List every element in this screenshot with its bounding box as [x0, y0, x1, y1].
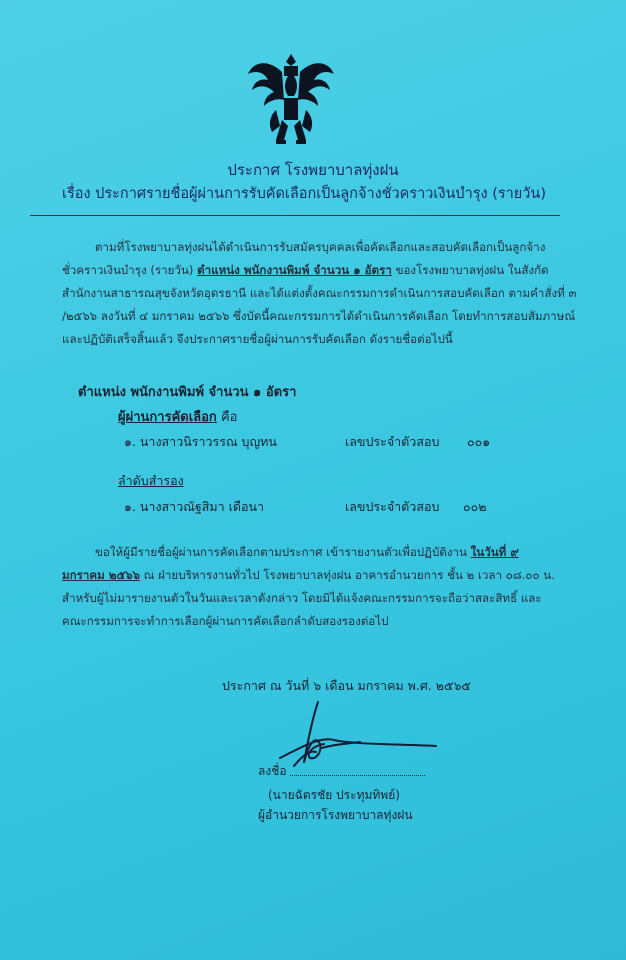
position-line: ตำแหน่ง พนักงานพิมพ์ จำนวน ๑ อัตรา — [78, 385, 297, 400]
body2-line4: คณะกรรมการจะทำการเลือกผู้ผ่านการคัดเลือกลำดับสองรองต่อไป — [62, 614, 389, 628]
signer-title: ผู้อำนวยการโรงพยาบาลทุ่งฝน — [258, 808, 413, 822]
body2-line1-a: ขอให้ผู้มีรายชื่อผู้ผ่านการคัดเลือกตามประกาศ เข้ารายงานตัวเพื่อปฏิบัติงาน — [95, 545, 471, 559]
alternate-id: ๐๐๒ — [463, 499, 487, 514]
alternate-name: ๑. นางสาวณัฐสิมา เดือนา — [124, 499, 265, 514]
alternate-heading: ลำดับสำรอง — [118, 473, 184, 488]
header-divider — [30, 215, 560, 216]
sign-label: ลงชื่อ — [258, 764, 287, 778]
body1-line3: สำนักงานสาธารณสุขจังหวัดอุดรธานี และได้แต่งตั้งคณะกรรมการดำเนินการสอบคัดเลือก ตามคำสั่งที่ ๓ — [62, 286, 577, 300]
selected-heading-suffix: คือ — [216, 410, 238, 425]
body1-line4: /๒๕๖๖ ลงวันที่ ๔ มกราคม ๒๕๖๖ ซึ่งบัดนี้คณะกรรมการได้ดำเนินการคัดเลือก โดยทำการสอบสัมภาษณ์ — [62, 309, 576, 323]
announce-date: ประกาศ ณ วันที่ ๖ เดือน มกราคม พ.ศ. ๒๕๖๕ — [222, 678, 471, 693]
announcement-subject: เรื่อง ประกาศรายชื่อผู้ผ่านการรับคัดเลือกเป็นลูกจ้างชั่วคราวเงินบำรุง (รายวัน) — [62, 186, 546, 202]
body1-line5: และปฏิบัติเสร็จสิ้นแล้ว จึงประกาศรายชื่อผู้ผ่านการรับคัดเลือก ดังรายชื่อต่อไปนี้ — [62, 332, 453, 346]
selected-heading-row — [118, 406, 237, 427]
signer-name: (นายฉัตรชัย ประทุมทิพย์) — [268, 788, 400, 802]
selected-id: ๐๐๑ — [467, 434, 491, 449]
body2-line2 — [62, 564, 555, 587]
body1-position-highlight: ตำแหน่ง พนักงานพิมพ์ จำนวน ๑ อัตรา — [197, 263, 392, 277]
body1-line2-a: ชั่วคราวเงินบำรุง (รายวัน) — [62, 263, 198, 277]
body2-line3: สำหรับผู้ไม่มารายงานตัวในวันและเวลาดังกล่าว โดยมิได้แจ้งคณะกรรมการจะถือว่าสละสิทธิ์ และ — [62, 591, 542, 605]
body1-line1: ตามที่โรงพยาบาลทุ่งฝนได้ดำเนินการรับสมัครบุคคลเพื่อคัดเลือกและสอบคัดเลือกเป็นลูกจ้าง — [95, 240, 546, 254]
body2-line2-b: ณ ฝ่ายบริหารงานทั่วไป โรงพยาบาลทุ่งฝน อาคารอำนวยการ ชั้น ๒ เวลา ๐๘.๐๐ น. — [139, 568, 555, 582]
report-date-highlight: ในวันที่ ๙ — [470, 545, 519, 559]
garuda-emblem-icon — [246, 50, 336, 150]
selected-heading: ผู้ผ่านการคัดเลือก — [118, 410, 217, 425]
body1-line2-c: ของโรงพยาบาลทุ่งฝน ในสังกัด — [391, 263, 549, 277]
body1-line2 — [62, 259, 549, 282]
selected-id-label: เลขประจำตัวสอบ — [345, 434, 440, 449]
report-month-highlight: มกราคม ๒๕๖๖ — [62, 568, 140, 582]
body2-line1 — [95, 541, 519, 564]
selected-name: ๑. นางสาวนิราวรรณ บุญทน — [124, 434, 277, 449]
signature-dotted-line — [290, 775, 425, 776]
announcement-title: ประกาศ โรงพยาบาลทุ่งฝน — [227, 161, 399, 179]
alternate-id-label: เลขประจำตัวสอบ — [345, 499, 440, 514]
